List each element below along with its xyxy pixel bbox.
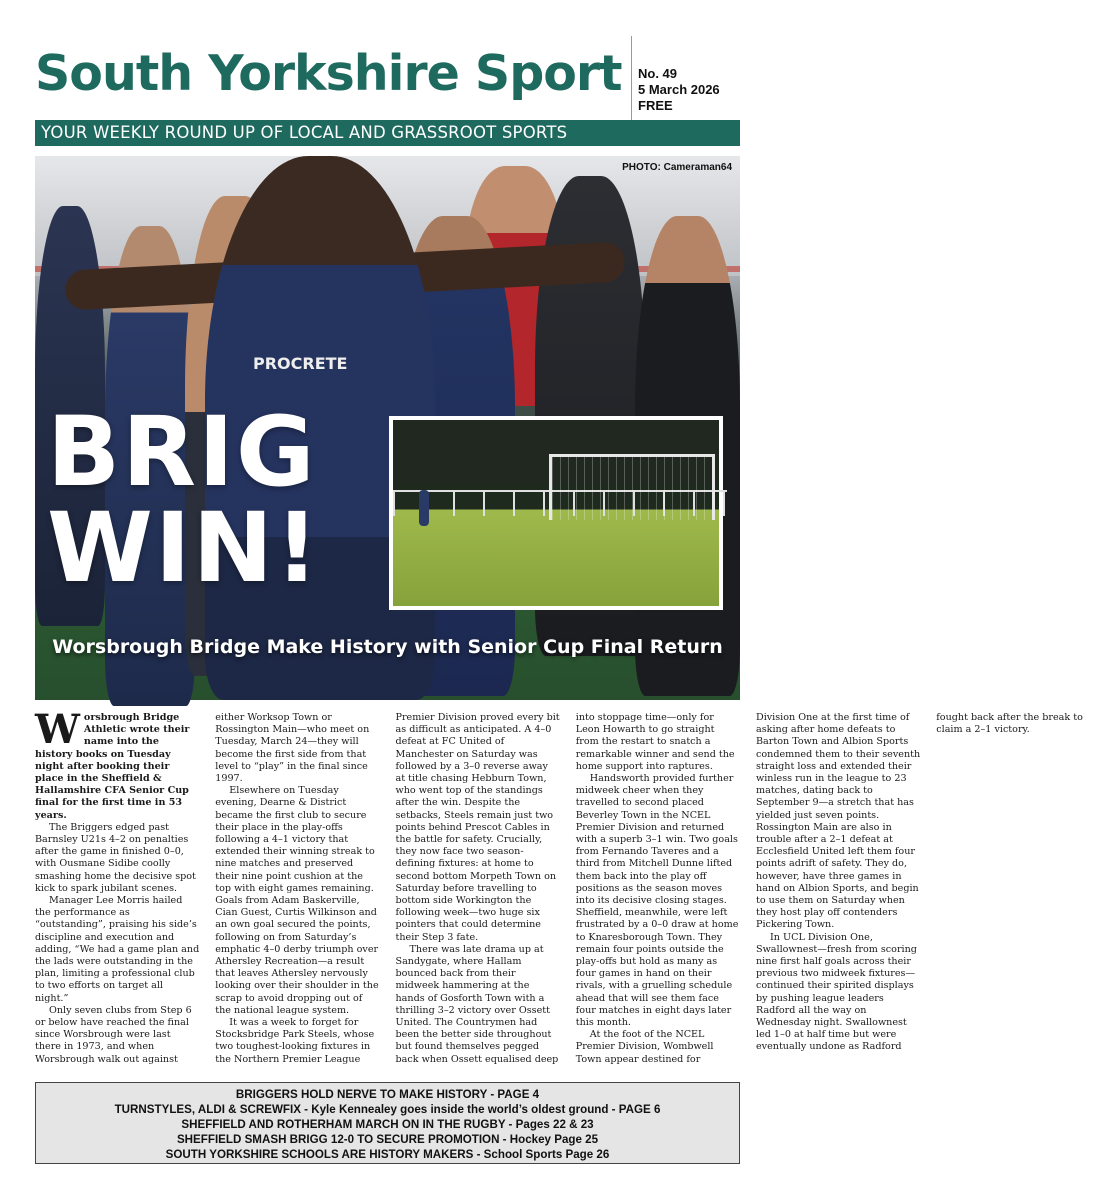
inset-photo-penalty	[389, 416, 723, 610]
issue-date: 5 March 2026	[638, 82, 720, 97]
article-paragraph: Handsworth provided further midweek cheer when they travelled to second placed Beverley Town in the NCEL Premier Division and returned with a superb 3–1 win. Two goals from Fernando Taveres and a third from Mitchell Dunne lifted them back into the play off positions as the season moves into its decisive closing stages. Sheffield, meanwhile, were left frustrated by a 0–0 draw at home to Knaresborough Town. They remain four points outside the play-offs but hold as many as four games in hand on their rivals, with a gruelling schedule ahead that will see them face four matches in eight days later this month.	[575, 773, 739, 1029]
article-paragraph: Manager Lee Morris hailed the performance as “outstanding”, praising his side’s discipline and execution and adding, “We had a game plan and the lads were outstanding in the plan, limiting a professional club to two efforts on target all night.”	[35, 895, 200, 1004]
article-lead-text: orsbrough Bridge Athletic wrote their name into the history books on Tuesday night after booking their place in the Sheffield & Hallamshire CFA Senior Cup final for the first time in 53 years.	[35, 712, 190, 821]
headline-line-1: BRIG	[47, 396, 317, 508]
hero-photo	[35, 156, 740, 700]
main-headline	[47, 396, 321, 604]
photo-credit: PHOTO: Cameraman64	[622, 162, 732, 173]
article-paragraph: There was late drama up at Sandygate, where Hallam bounced back from their midweek hammering at the hands of Gosforth Town with a thrilling 3–2 victory over Ossett United. The Countrymen had been the better side throughout but found themselves pegged back when Ossett equalised deep into stoppage time—only for Leon Howarth to go straight from the restart to snatch a remarkable winner and send the home support into raptures.	[395, 712, 735, 1065]
lead-article	[35, 706, 1083, 1072]
issue-number: No. 49	[638, 66, 678, 81]
article-paragraph: Only seven clubs from Step 6 or below have reached the final since Worsbrough were last there in 1973, and when Worsbrough walk out against either Worksop Town or Rossington Main—who meet on Tuesday, March 24—they will become the first side from that level to “play” in the final since 1997.	[35, 712, 370, 1065]
article-lead-paragraph	[35, 706, 199, 822]
promo-line: SHEFFIELD AND ROTHERHAM MARCH ON IN THE RUGBY - Pages 22 & 23	[181, 1118, 594, 1131]
headline-line-2: WIN!	[47, 492, 321, 604]
shirt-sponsor-text: PROCRETE	[253, 354, 348, 373]
promo-line: SHEFFIELD SMASH BRIGG 12-0 TO SECURE PROMOTION - Hockey Page 25	[176, 1133, 599, 1146]
article-paragraph: Elsewhere on Tuesday evening, Dearne & District became the first club to secure their place in the play-offs following a 4–1 victory that extended their winning streak to nine matches and preserved their nine point cushion at the top with eight games remaining. Goals from Adam Baskerville, Cian Guest, Curtis Wilkinson and an own goal secured the points, following on from Saturday’s emphatic 4–0 derby triumph over Athersley Recreation—a result that leaves Athersley nervously looking over their shoulder in the scrap to avoid dropping out of the national league system.	[215, 785, 379, 1016]
masthead	[35, 36, 740, 120]
issue-info	[631, 36, 740, 120]
newspaper-title: South Yorkshire Sport	[35, 45, 622, 102]
issue-price: FREE	[638, 98, 673, 113]
headline-subhead: Worsbrough Bridge Make History with Senior Cup Final Return	[52, 636, 723, 658]
promo-line: TURNSTYLES, ALDI & SCREWFIX - Kyle Kennealey goes inside the world’s oldest ground - PAGE 6	[114, 1103, 661, 1116]
tagline-banner: YOUR WEEKLY ROUND UP OF LOCAL AND GRASSROOT SPORTS	[35, 120, 740, 146]
article-paragraph: In UCL Division One, Swallownest—fresh from scoring nine first half goals across their previous two midweek fixtures—continued their spirited displays by pushing league leaders Radford all the way on Wednesday night. Swallownest led 1–0 at half time but were eventually undone as Radford fought back after the break to claim a 2–1 victory.	[756, 712, 1083, 1053]
inside-this-issue-box	[35, 1082, 740, 1164]
inset-penalty-taker	[419, 490, 429, 526]
promo-line: SOUTH YORKSHIRE SCHOOLS ARE HISTORY MAKERS - School Sports Page 26	[165, 1148, 610, 1161]
drop-cap: W	[35, 706, 80, 753]
inset-goal	[549, 454, 715, 520]
article-paragraph: It was a week to forget for Stocksbridge Park Steels, whose two toughest-looking fixtures in the Northern Premier League Premier Division proved every bit as difficult as anticipated. A 4–0 defeat at FC United of Manchester on Saturday was followed by a 3–0 reverse away at title chasing Hebburn Town, who went top of the standings after the win. Despite the setbacks, Steels remain just two points behind Prescot Cables in the battle for safety. Crucially, they now face two season-defining fixtures: at home to second bottom Morpeth Town on Saturday before travelling to bottom side Workington the following week—two huge six pointers that could determine their Step 3 fate.	[215, 712, 560, 1065]
article-paragraph: The Briggers edged past Barnsley U21s 4–2 on penalties after the game in finished 0–0, with Ousmane Sidibe coolly smashing home the decisive spot kick to spark jubilant scenes.	[35, 821, 196, 894]
promo-line: BRIGGERS HOLD NERVE TO MAKE HISTORY - PAGE 4	[235, 1088, 540, 1101]
article-paragraph: At the foot of the NCEL Premier Division, Wombwell Town appear destined for Division One at the first time of asking after home defeats to Barton Town and Albion Sports condemned them to their seventh straight loss and extended their winless run in the league to 23 matches, dating back to September 9—a stretch that has yielded just seven points. Rossington Main are also in trouble after a 2–1 defeat at Ecclesfield United left them four points adrift of safety. They do, however, have three games in hand on Albion Sports, and begin to use them on Saturday when they host play off contenders Pickering Town.	[575, 712, 921, 1065]
